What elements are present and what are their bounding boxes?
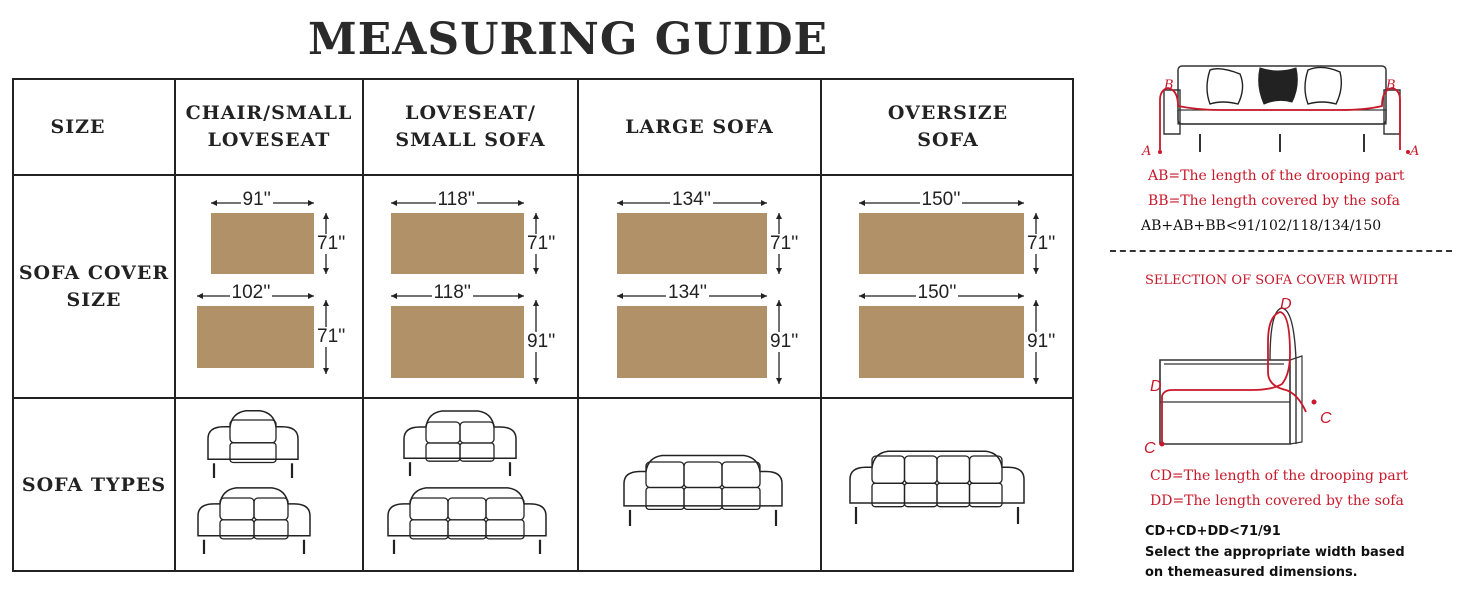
header-label: LOVESEAT/ [405, 102, 536, 124]
dim-width-top: 134'' [672, 189, 711, 210]
row-label: SIZE [66, 288, 122, 311]
large-sofa-icon [624, 456, 782, 527]
dim-width-top: 150'' [921, 189, 961, 210]
ab-definition: AB=The length of the drooping part [1148, 168, 1405, 184]
label-b-left: B [1164, 78, 1174, 93]
label-a-right: A [1410, 144, 1420, 159]
header-label: SMALL SOFA [395, 129, 546, 151]
loveseat-icon [404, 411, 516, 476]
header-label: OVERSIZE [887, 102, 1009, 124]
width-formula: AB+AB+BB<91/102/118/134/150 [1141, 218, 1382, 234]
header-label: CHAIR/SMALL [185, 102, 353, 124]
label-c-right: C [1320, 410, 1332, 427]
dim-height-top: 71'' [770, 232, 799, 254]
dim-width-bottom: 102'' [231, 282, 271, 303]
section-heading: SELECTION OF SOFA COVER WIDTH [1145, 273, 1399, 288]
dim-height-top: 71'' [527, 232, 556, 254]
header-label: LOVESEAT [207, 129, 331, 151]
dim-height-bottom: 91'' [770, 331, 799, 352]
note-line-1: Select the appropriate width based [1145, 545, 1405, 560]
header-label: LARGE SOFA [625, 115, 774, 138]
sofa-length-diagram [1140, 60, 1440, 160]
label-b-right: B [1386, 78, 1396, 93]
dim-width-top: 118'' [437, 189, 476, 210]
bb-definition: BB=The length covered by the sofa [1148, 193, 1400, 209]
pillow-icon [1207, 69, 1243, 104]
row-label: SOFA COVER [18, 261, 170, 284]
sofa-width-diagram [1150, 298, 1350, 458]
cd-definition: CD=The length of the drooping part [1150, 468, 1409, 484]
label-d-top: D [1280, 296, 1292, 313]
page-title: MEASURING GUIDE [308, 14, 829, 65]
header-label: SOFA [917, 129, 979, 151]
note-line-2: on themeasured dimensions. [1145, 565, 1358, 580]
dim-height-bottom: 91'' [1027, 331, 1056, 352]
header-size-label: SIZE [50, 115, 106, 138]
label-a-left: A [1142, 144, 1152, 159]
oversize-sofa-icon [850, 451, 1024, 524]
label-c-left: C [1144, 440, 1156, 457]
dim-width-top: 91'' [242, 189, 271, 210]
pillow-icon [1305, 67, 1341, 104]
dd-definition: DD=The length covered by the sofa [1150, 493, 1404, 509]
section-divider [1110, 250, 1452, 252]
row-label: SOFA TYPES [21, 474, 167, 496]
pillow-icon [1259, 68, 1298, 104]
dim-height-top: 71'' [317, 232, 346, 254]
length-formula: CD+CD+DD<71/91 [1145, 524, 1281, 539]
dim-width-bottom: 134'' [668, 282, 707, 303]
dim-height-top: 71'' [1027, 232, 1056, 254]
dim-height-bottom: 71'' [317, 326, 346, 347]
loveseat-icon [198, 488, 310, 554]
dim-width-bottom: 118'' [433, 282, 472, 303]
dim-width-bottom: 150'' [917, 282, 957, 303]
sofa-icon [388, 488, 546, 554]
armchair-icon [208, 411, 298, 478]
label-d-left: D [1150, 378, 1162, 395]
dim-height-bottom: 91'' [527, 331, 556, 352]
